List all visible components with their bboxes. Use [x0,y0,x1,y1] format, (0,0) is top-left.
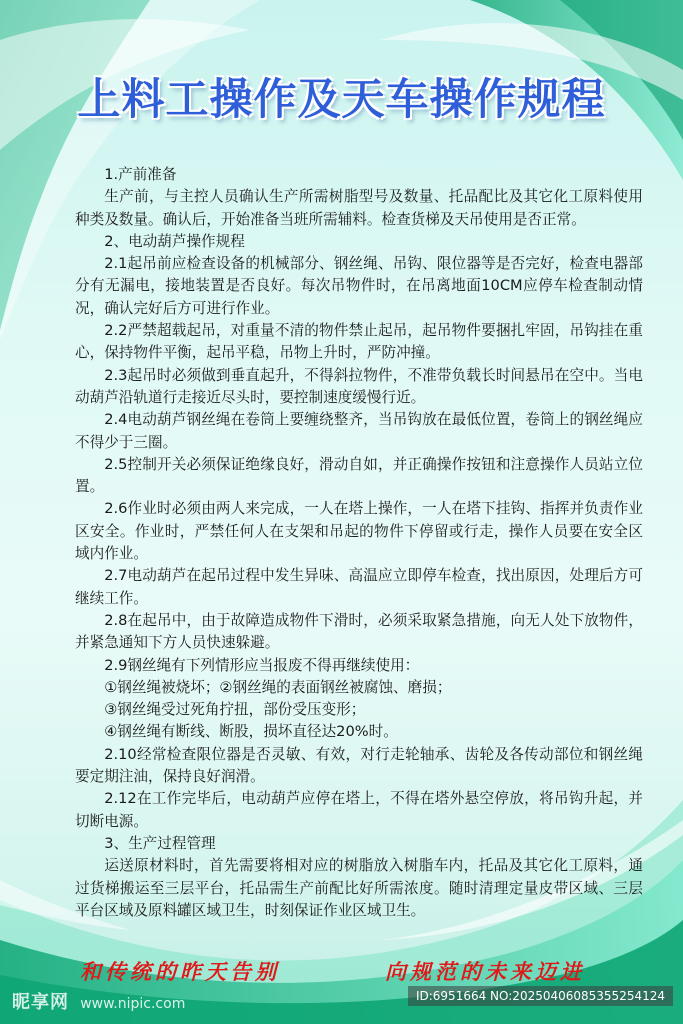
image-id-label: ID:6951664 NO:20250406085355254124 [408,986,673,1006]
site-watermark [12,988,185,1014]
paragraph: 2.3起吊时必须做到垂直起升，不得斜拉物件，不准带负载长时间悬吊在空中。当电动葫芦沿轨道行走接近尽头时，要控制速度缓慢行近。 [75,366,643,406]
paragraph: 2.7电动葫芦在起吊过程中发生异味、高温应立即停车检查，找出原因，处理后方可继续工作。 [75,567,643,607]
paragraph: 2.6作业时必须由两人来完成，一人在塔上操作，一人在塔下挂钩、指挥并负责作业区安全。作业时，严禁任何人在支架和吊起的物件下停留或行走，操作人员要在安全区域内作业。 [75,500,643,563]
paragraph: 2.1起吊前应检查设备的机械部分、钢丝绳、吊钩、限位器等是否完好，检查电器部分有无漏电，接地装置是否良好。每次吊物件时，在吊离地面10CM应停车检查制动情况，确认完好后方可进行作业。 [75,255,643,317]
watermark-logo: 昵享网 [12,992,69,1013]
paragraph: 运送原材料时，首先需要将相对应的树脂放入树脂车内，托品及其它化工原料，通过货梯搬运至三层平台，托品需生产前配比好所需浓度。随时清理定量皮带区域、三层平台区域及原料罐区域卫生，时刻保证作业区域卫生。 [75,857,643,919]
regulation-text [75,164,643,922]
list-item: ④钢丝绳有断线、断股，损坏直径达20%时。 [104,723,398,741]
section-heading: 2、电动葫芦操作规程 [104,232,245,250]
watermark-url: www.nipic.com [80,996,186,1012]
paragraph: 生产前，与主控人员确认生产所需树脂型号及数量、托品配比及其它化工原料使用种类及数量。确认后，开始准备当班所需辅料。检查货梯及天吊使用是否正常。 [75,188,643,228]
list-item: ①钢丝绳被烧坏；②钢丝绳的表面钢丝被腐蚀、磨损； [104,678,452,696]
paragraph: 2.5控制开关必须保证绝缘良好，滑动自如，并正确操作按钮和注意操作人员站立位置。 [75,455,643,496]
section-heading: 1.产前准备 [104,166,177,183]
paragraph: 2.4电动葫芦钢丝绳在卷筒上要缠绕整齐，当吊钩放在最低位置，卷筒上的钢丝绳应不得少于三圈。 [75,411,643,451]
paragraph: 2.9钢丝绳有下列情形应当报废不得再继续使用： [104,656,420,674]
paragraph: 2.2严禁超载起吊，对重量不清的物件禁止起吊，起吊物件要捆扎牢固，吊钩挂在重心，保持物件平衡，起吊平稳，吊物上升时，严防冲撞。 [75,322,643,362]
slogan-left: 和传统的昨天告别 [80,959,280,984]
paragraph: 2.10经常检查限位器是否灵敏、有效，对行走轮轴承、齿轮及各传动部位和钢丝绳要定期注油，保持良好润滑。 [75,745,643,786]
section-heading: 3、生产过程管理 [104,834,216,852]
list-item: ③钢丝绳受过死角拧扭，部份受压变形； [104,701,366,719]
paragraph: 2.12在工作完毕后，电动葫芦应停在塔上，不得在塔外悬空停放，将吊钩升起，并切断电源。 [75,790,643,830]
paragraph: 2.8在起吊中，由于故障造成物件下滑时，必须采取紧急措施，向无人处下放物件，并紧急通知下方人员快速躲避。 [75,611,643,652]
page-title: 上料工操作及天车操作规程 [77,75,606,125]
slogan-right: 向规范的未来迈进 [385,959,585,984]
